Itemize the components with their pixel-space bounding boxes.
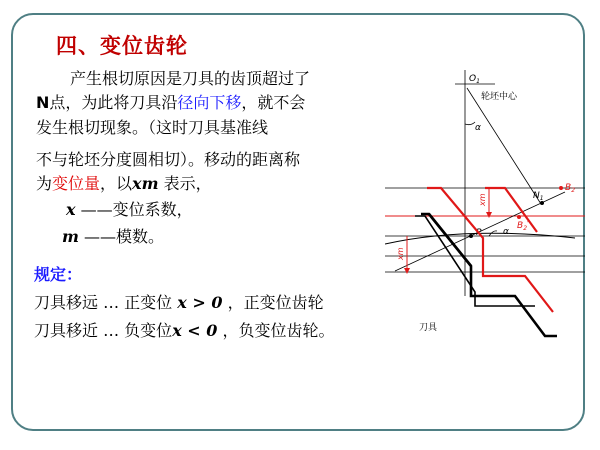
text: 表示，: [158, 174, 212, 193]
symbol: m: [62, 227, 79, 246]
text: ，负变位齿轮。: [217, 321, 335, 340]
radial-shift-term: 径向下移: [177, 93, 242, 112]
b2-label: $B_2$: [565, 183, 576, 194]
alpha-label-top: α: [475, 123, 481, 133]
definition-m: [62, 224, 164, 247]
xm-arrowhead-bottom: [404, 268, 410, 274]
symbol: x: [66, 200, 76, 219]
paragraph-line-3: 发生根切现象。（这时刀具基准线: [36, 118, 269, 137]
paragraph-line-2: [36, 90, 305, 113]
rack-cutter-diagram: [385, 66, 585, 346]
section-title: 四、变位齿轮: [56, 33, 188, 58]
paragraph-line-5: [36, 171, 212, 194]
xm-symbol: xm: [132, 174, 159, 193]
rules-heading: 规定：: [34, 265, 83, 284]
text: 产生根切原因是刀具的齿顶超过了: [70, 69, 311, 88]
b2-point: [559, 186, 563, 190]
blank-center-label: 轮坯中心: [481, 92, 518, 102]
shift-amount-term: 变位量: [52, 174, 101, 193]
n-point-label: N: [36, 93, 50, 112]
alpha-label-p: α: [503, 227, 509, 237]
math: x > 0: [177, 293, 223, 312]
paragraph-line-4: 不与轮坯分度圆相切）。移动的距离称: [36, 150, 301, 169]
p-label: P: [476, 228, 482, 238]
tool-label: 刀具: [419, 323, 438, 333]
math: x < 0: [172, 321, 218, 340]
text: 点，为此将刀具沿: [49, 93, 178, 112]
text: ，正变位齿轮: [222, 293, 324, 312]
desc: ——变位系数，: [80, 200, 193, 219]
n1-label: $N_1$: [533, 191, 544, 202]
desc: ——模数。: [84, 227, 165, 246]
rule-positive: [34, 290, 324, 313]
xm-arrowhead-top: [486, 212, 492, 218]
text: 刀具移远 … 正变位: [34, 293, 178, 312]
b2-prime-point: [517, 215, 521, 219]
text: ，以: [100, 174, 133, 193]
alpha-arc-top: [465, 122, 475, 125]
p-point: [469, 234, 473, 238]
text: 刀具移近 … 负变位: [34, 321, 173, 340]
definition-x: [66, 197, 193, 220]
rule-negative: [34, 318, 335, 341]
text: ，就不会: [241, 93, 306, 112]
xm-label-top: xm: [478, 193, 487, 206]
o1-label: $O_1$: [469, 74, 480, 85]
text: 为: [36, 174, 53, 193]
b2-prime-label: $B_2'$: [517, 220, 529, 232]
line-o1-n1: [467, 88, 541, 204]
xm-label-bottom: xm: [396, 247, 405, 260]
paragraph-line-1: [70, 66, 310, 89]
